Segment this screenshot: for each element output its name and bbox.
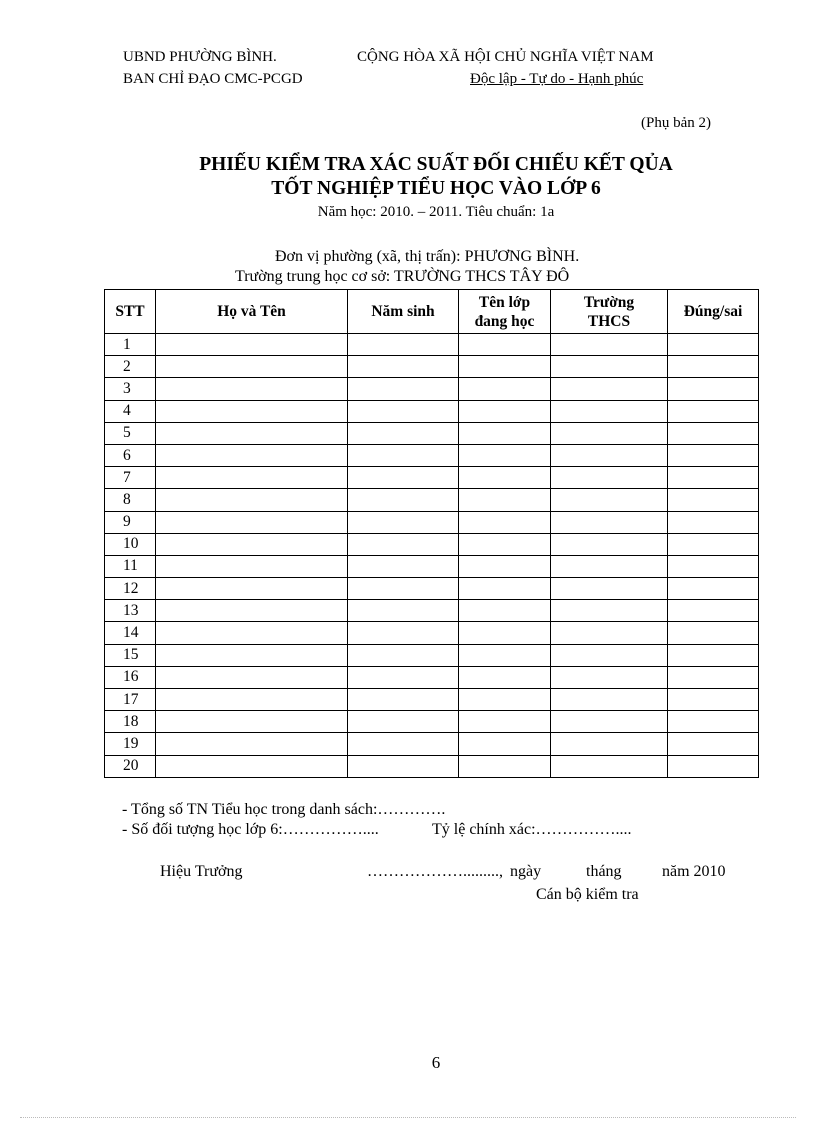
- cell-birth-year: [348, 755, 459, 777]
- cell-name: [156, 422, 348, 444]
- cell-class: [459, 689, 551, 711]
- cell-class: [459, 600, 551, 622]
- table-row: [105, 578, 759, 600]
- table-row: [105, 467, 759, 489]
- date-dots: ……………….........,: [367, 863, 503, 880]
- page-title-line1: PHIẾU KIỂM TRA XÁC SUẤT ĐỐI CHIẾU KẾT QỦA: [199, 154, 673, 175]
- cell-name: [156, 733, 348, 755]
- col-header-result: Đúng/sai: [668, 290, 759, 334]
- cell-birth-year: [348, 356, 459, 378]
- cell-stt: 20: [105, 755, 156, 777]
- cell-name: [156, 511, 348, 533]
- cell-school: [551, 356, 668, 378]
- cell-school: [551, 467, 668, 489]
- date-month-label: tháng: [586, 863, 622, 880]
- cell-stt: 14: [105, 622, 156, 644]
- cell-result: [668, 533, 759, 555]
- header-left-line1: UBND PHƯỜNG BÌNH.: [123, 49, 277, 65]
- table-row: [105, 644, 759, 666]
- col-header-school-line1: Trường: [583, 293, 635, 311]
- cell-birth-year: [348, 533, 459, 555]
- cell-class: [459, 511, 551, 533]
- cell-stt: 7: [105, 467, 156, 489]
- table-row: [105, 356, 759, 378]
- cell-name: [156, 644, 348, 666]
- cell-name: [156, 334, 348, 356]
- cell-birth-year: [348, 378, 459, 400]
- table-row: [105, 711, 759, 733]
- cell-stt: 13: [105, 600, 156, 622]
- cell-name: [156, 489, 348, 511]
- cell-birth-year: [348, 689, 459, 711]
- cell-result: [668, 622, 759, 644]
- cell-school: [551, 689, 668, 711]
- cell-class: [459, 733, 551, 755]
- cell-class: [459, 467, 551, 489]
- cell-name: [156, 400, 348, 422]
- cell-school: [551, 711, 668, 733]
- cell-stt: 1: [105, 334, 156, 356]
- cell-result: [668, 666, 759, 688]
- cell-stt: 4: [105, 400, 156, 422]
- cell-stt: 8: [105, 489, 156, 511]
- col-header-birth-year: Năm sinh: [348, 290, 459, 334]
- page-number: 6: [431, 1053, 441, 1072]
- cell-school: [551, 600, 668, 622]
- cell-stt: 17: [105, 689, 156, 711]
- cell-school: [551, 511, 668, 533]
- date-year-label: năm 2010: [662, 863, 726, 880]
- cell-birth-year: [348, 666, 459, 688]
- col-header-stt: STT: [105, 290, 156, 334]
- header-left-line2: BAN CHỈ ĐẠO CMC-PCGD: [123, 71, 303, 87]
- cell-stt: 2: [105, 356, 156, 378]
- table-row: [105, 400, 759, 422]
- cell-name: [156, 689, 348, 711]
- cell-school: [551, 422, 668, 444]
- col-header-class-line2: đang học: [474, 312, 535, 330]
- col-header-school-line2: THCS: [587, 312, 631, 330]
- target-students-line: - Số đối tượng học lớp 6:……………....: [122, 821, 379, 838]
- cell-name: [156, 444, 348, 466]
- cell-class: [459, 356, 551, 378]
- cell-school: [551, 578, 668, 600]
- cell-stt: 5: [105, 422, 156, 444]
- cell-result: [668, 644, 759, 666]
- cell-name: [156, 467, 348, 489]
- cell-school: [551, 533, 668, 555]
- col-header-school: [551, 290, 668, 334]
- cell-name: [156, 600, 348, 622]
- cell-stt: 11: [105, 555, 156, 577]
- cell-birth-year: [348, 334, 459, 356]
- cell-class: [459, 334, 551, 356]
- cell-result: [668, 578, 759, 600]
- cell-result: [668, 356, 759, 378]
- cell-birth-year: [348, 555, 459, 577]
- cell-school: [551, 755, 668, 777]
- header-motto: Độc lập - Tự do - Hạnh phúc: [470, 71, 644, 87]
- cell-class: [459, 644, 551, 666]
- principal-label: Hiệu Trưởng: [160, 863, 243, 880]
- cell-class: [459, 666, 551, 688]
- table-row: [105, 733, 759, 755]
- cell-result: [668, 422, 759, 444]
- unit-line: Đơn vị phường (xã, thị trấn): PHƯƠNG BÌNH.: [275, 248, 580, 265]
- cell-class: [459, 378, 551, 400]
- table-row: [105, 334, 759, 356]
- cell-school: [551, 666, 668, 688]
- cell-school: [551, 334, 668, 356]
- cell-birth-year: [348, 511, 459, 533]
- table-row: [105, 622, 759, 644]
- cell-result: [668, 334, 759, 356]
- cell-school: [551, 378, 668, 400]
- cell-class: [459, 422, 551, 444]
- cell-class: [459, 622, 551, 644]
- cell-class: [459, 533, 551, 555]
- table-row: [105, 533, 759, 555]
- cell-class: [459, 711, 551, 733]
- cell-result: [668, 711, 759, 733]
- cell-result: [668, 755, 759, 777]
- table-row: [105, 489, 759, 511]
- cell-class: [459, 489, 551, 511]
- cell-birth-year: [348, 489, 459, 511]
- cell-result: [668, 733, 759, 755]
- table-row: [105, 444, 759, 466]
- table-row: [105, 511, 759, 533]
- table-row: [105, 755, 759, 777]
- school-year-subtitle: Năm học: 2010. – 2011. Tiêu chuẩn: 1a: [317, 204, 555, 220]
- col-header-name: Họ và Tên: [156, 290, 348, 334]
- cell-stt: 12: [105, 578, 156, 600]
- table-row: [105, 555, 759, 577]
- inspector-label: Cán bộ kiểm tra: [536, 886, 639, 903]
- cell-name: [156, 356, 348, 378]
- result-table: [104, 289, 759, 778]
- cell-school: [551, 555, 668, 577]
- cell-name: [156, 533, 348, 555]
- cell-school: [551, 444, 668, 466]
- school-line: Trường trung học cơ sở: TRƯỜNG THCS TÂY ĐÔ: [235, 268, 570, 285]
- cell-class: [459, 578, 551, 600]
- cell-name: [156, 578, 348, 600]
- cell-name: [156, 622, 348, 644]
- page-title-line2: TỐT NGHIỆP TIỂU HỌC VÀO LỚP 6: [271, 178, 601, 199]
- cell-stt: 6: [105, 444, 156, 466]
- cell-result: [668, 600, 759, 622]
- cell-result: [668, 555, 759, 577]
- cell-name: [156, 378, 348, 400]
- table-header-row: [105, 290, 759, 334]
- table-row: [105, 689, 759, 711]
- table-row: [105, 600, 759, 622]
- cell-school: [551, 489, 668, 511]
- col-header-class: [459, 290, 551, 334]
- page-bottom-rule: [20, 1117, 796, 1118]
- cell-birth-year: [348, 578, 459, 600]
- cell-birth-year: [348, 600, 459, 622]
- cell-name: [156, 755, 348, 777]
- cell-class: [459, 400, 551, 422]
- table-row: [105, 378, 759, 400]
- cell-name: [156, 666, 348, 688]
- cell-birth-year: [348, 733, 459, 755]
- cell-result: [668, 467, 759, 489]
- cell-result: [668, 489, 759, 511]
- cell-class: [459, 755, 551, 777]
- cell-stt: 15: [105, 644, 156, 666]
- cell-name: [156, 711, 348, 733]
- accuracy-ratio-line: Tỷ lệ chính xác:……………....: [432, 821, 632, 838]
- cell-birth-year: [348, 422, 459, 444]
- cell-birth-year: [348, 622, 459, 644]
- cell-stt: 19: [105, 733, 156, 755]
- table-row: [105, 666, 759, 688]
- cell-class: [459, 555, 551, 577]
- cell-birth-year: [348, 467, 459, 489]
- cell-stt: 18: [105, 711, 156, 733]
- cell-result: [668, 378, 759, 400]
- col-header-class-line1: Tên lớp: [478, 293, 531, 311]
- header-right-line1: CỘNG HÒA XÃ HỘI CHỦ NGHĨA VIỆT NAM: [357, 49, 654, 65]
- cell-birth-year: [348, 711, 459, 733]
- cell-school: [551, 733, 668, 755]
- cell-birth-year: [348, 400, 459, 422]
- cell-result: [668, 444, 759, 466]
- cell-birth-year: [348, 644, 459, 666]
- cell-school: [551, 622, 668, 644]
- total-graduates-line: - Tổng số TN Tiểu học trong danh sách:………….: [122, 801, 446, 818]
- cell-stt: 10: [105, 533, 156, 555]
- cell-school: [551, 400, 668, 422]
- table-row: [105, 422, 759, 444]
- cell-stt: 9: [105, 511, 156, 533]
- cell-result: [668, 400, 759, 422]
- appendix-label: (Phụ bản 2): [641, 115, 711, 131]
- cell-name: [156, 555, 348, 577]
- cell-school: [551, 644, 668, 666]
- cell-stt: 16: [105, 666, 156, 688]
- cell-birth-year: [348, 444, 459, 466]
- cell-result: [668, 689, 759, 711]
- cell-class: [459, 444, 551, 466]
- cell-result: [668, 511, 759, 533]
- cell-stt: 3: [105, 378, 156, 400]
- date-day-label: ngày: [510, 863, 542, 880]
